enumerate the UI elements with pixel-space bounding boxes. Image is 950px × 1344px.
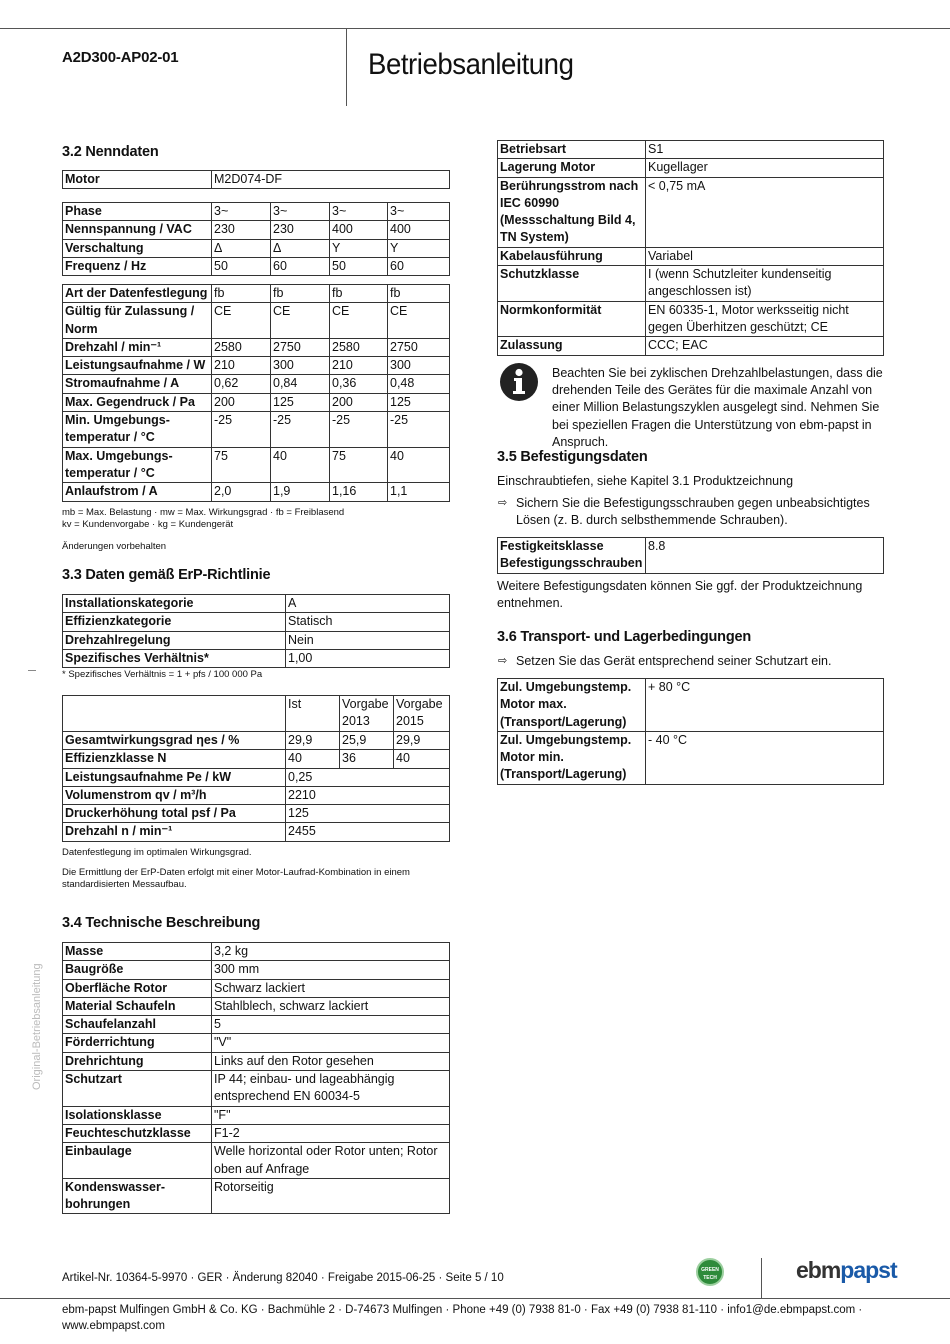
table-cell: "V" — [212, 1034, 450, 1052]
table-row — [63, 979, 450, 997]
article-number: Artikel-Nr. 10364-5-9970 · GER · Änderung 82040 · Freigabe 2015-06-25 · Seite 5 / 10 — [62, 1272, 504, 1284]
table-row — [63, 221, 450, 239]
table-row — [498, 141, 884, 159]
table-cell: 3~ — [271, 203, 330, 221]
section-title-3-2: 3.2 Nenndaten — [62, 144, 159, 160]
table-cell: Feuchteschutzklasse — [63, 1124, 212, 1142]
table-cell: 0,36 — [330, 375, 388, 393]
technical-description-table — [62, 942, 450, 1214]
table-row — [63, 483, 450, 501]
table-row — [63, 1052, 450, 1070]
arrow-icon: ⇨ — [498, 655, 508, 667]
table-row — [63, 613, 450, 631]
table-row — [63, 997, 450, 1015]
section-title-3-6: 3.6 Transport- und Lagerbedingungen — [497, 629, 752, 645]
table-cell: Y — [388, 239, 450, 257]
table-cell: CE — [212, 303, 271, 339]
table-row — [63, 1124, 450, 1142]
table-cell: CE — [271, 303, 330, 339]
table-row — [498, 301, 884, 337]
table-cell: 3~ — [212, 203, 271, 221]
table-cell: 230 — [271, 221, 330, 239]
table-cell: Vorgabe 2013 — [340, 696, 394, 732]
table-row — [63, 649, 450, 667]
company-address: ebm-papst Mulfingen GmbH & Co. KG · Bachmühle 2 · D-74673 Mulfingen · Phone +49 (0) 7938 81-0 · Fax +49 (0) 7938 81-110 · info1@de.ebmpapst.com · www.ebmpapst.com — [62, 1304, 863, 1332]
table-cell: Phase — [63, 203, 212, 221]
table-cell: I (wenn Schutzleiter kundenseitig angeschlossen ist) — [646, 266, 884, 302]
header-rule — [0, 28, 950, 29]
logo-part-1: ebm — [796, 1257, 841, 1283]
table-cell: Art der Datenfestlegung — [63, 285, 212, 303]
table-row — [63, 786, 450, 804]
table-row — [63, 696, 450, 732]
table-row — [63, 768, 450, 786]
fastening-table — [497, 537, 884, 574]
table-cell: Masse — [63, 943, 212, 961]
table-cell: -25 — [330, 412, 388, 448]
cyclic-load-note: Beachten Sie bei zyklischen Drehzahlbelastungen, dass die drehenden Teile des Gerätes für die maximale Anzahl von einer Million Belastungszyklen ausgelegt sind. Nehmen Sie bei speziellen Fragen die Unterstützung von ebm-papst in Anspruch. — [552, 366, 883, 449]
table-cell: M2D074-DF — [212, 171, 450, 189]
changes-note: Änderungen vorbehalten — [62, 541, 167, 552]
section-title-3-5: 3.5 Befestigungsdaten — [497, 449, 648, 465]
table-cell: Isolationsklasse — [63, 1106, 212, 1124]
table-cell: < 0,75 mA — [646, 177, 884, 247]
table-cell: 0,84 — [271, 375, 330, 393]
table-cell: Motor — [63, 171, 212, 189]
table-cell: Rotorseitig — [212, 1178, 450, 1214]
table-cell: Förderrichtung — [63, 1034, 212, 1052]
table-cell: Baugröße — [63, 961, 212, 979]
table-cell: 2750 — [271, 338, 330, 356]
table-cell — [63, 696, 286, 732]
table-row — [498, 679, 884, 732]
table-cell: "F" — [212, 1106, 450, 1124]
table-cell: 75 — [330, 447, 388, 483]
table-cell: fb — [388, 285, 450, 303]
side-label: Original-Betriebsanleitung — [31, 963, 43, 1090]
table-cell: 125 — [388, 393, 450, 411]
fastening-note: Weitere Befestigungsdaten können Sie ggf. der Produktzeichnung entnehmen. — [497, 579, 863, 611]
table-cell: 50 — [330, 257, 388, 275]
table-cell: -25 — [271, 412, 330, 448]
table-cell: 2580 — [330, 338, 388, 356]
table-cell: Statisch — [286, 613, 450, 631]
footer-rule — [0, 1298, 950, 1299]
table-cell: CCC; EAC — [646, 337, 884, 355]
table-cell: fb — [212, 285, 271, 303]
table-cell: 0,25 — [286, 768, 450, 786]
table-cell: Spezifisches Verhältnis* — [63, 649, 286, 667]
table-cell: 300 — [388, 357, 450, 375]
table-cell: Gesamtwirkungsgrad ηes / % — [63, 732, 286, 750]
screw-depth-text: Einschraubtiefen, siehe Kapitel 3.1 Produktzeichnung — [497, 474, 794, 488]
table-cell: Frequenz / Hz — [63, 257, 212, 275]
table-cell: 1,16 — [330, 483, 388, 501]
table-cell: Drehrichtung — [63, 1052, 212, 1070]
table-cell: fb — [330, 285, 388, 303]
table-cell: fb — [271, 285, 330, 303]
table-cell: CE — [388, 303, 450, 339]
table-cell: Y — [330, 239, 388, 257]
table-cell: 1,00 — [286, 649, 450, 667]
table-cell: -25 — [388, 412, 450, 448]
table-row — [498, 247, 884, 265]
erp-category-table — [62, 594, 450, 668]
table-cell: 2210 — [286, 786, 450, 804]
table-cell: Variabel — [646, 247, 884, 265]
table-cell: 60 — [271, 257, 330, 275]
erp-efficiency-table — [62, 695, 450, 842]
table-cell: 40 — [394, 750, 450, 768]
table-cell: 5 — [212, 1016, 450, 1034]
table-cell: 400 — [388, 221, 450, 239]
table-cell: Schaufelanzahl — [63, 1016, 212, 1034]
transport-table — [497, 678, 884, 785]
table-row — [63, 303, 450, 339]
motor-table — [62, 170, 450, 189]
table-cell: 200 — [330, 393, 388, 411]
table-cell: Stromaufnahme / A — [63, 375, 212, 393]
table-cell: Schutzart — [63, 1071, 212, 1107]
table-cell: -25 — [212, 412, 271, 448]
table-cell: 29,9 — [286, 732, 340, 750]
table-cell: 125 — [286, 805, 450, 823]
table-cell: 3~ — [330, 203, 388, 221]
table-cell: 0,48 — [388, 375, 450, 393]
table-cell: 0,62 — [212, 375, 271, 393]
table-cell: Einbaulage — [63, 1143, 212, 1179]
table-row — [63, 375, 450, 393]
table-cell: Material Schaufeln — [63, 997, 212, 1015]
table-cell: Δ — [271, 239, 330, 257]
table-cell: 210 — [212, 357, 271, 375]
table-cell: 36 — [340, 750, 394, 768]
info-icon — [499, 362, 539, 402]
table-cell: Leistungsaufnahme Pe / kW — [63, 768, 286, 786]
table-cell: Festigkeitsklasse Befestigungsschrauben — [498, 538, 646, 574]
table-cell: 8.8 — [646, 538, 884, 574]
table-row — [63, 1178, 450, 1214]
table-cell: 40 — [286, 750, 340, 768]
table-cell: Zul. Umgebungstemp. Motor max. (Transport/Lagerung) — [498, 679, 646, 732]
bullet-text: Sichern Sie die Befestigungsschrauben gegen unbeabsichtigtes Lösen (z. B. durch selbsthemmende Schrauben). — [516, 496, 870, 527]
table-cell: Ist — [286, 696, 340, 732]
table-cell: 2,0 — [212, 483, 271, 501]
table-row — [63, 943, 450, 961]
table-cell: Installationskategorie — [63, 595, 286, 613]
table-row — [63, 595, 450, 613]
table-cell: Kugellager — [646, 159, 884, 177]
table-row — [498, 177, 884, 247]
table-cell: Welle horizontal oder Rotor unten; Rotor oben auf Anfrage — [212, 1143, 450, 1179]
table-cell: 1,1 — [388, 483, 450, 501]
table-cell: Anlaufstrom / A — [63, 483, 212, 501]
rated-data-table-2 — [62, 284, 450, 502]
table-cell: Oberfläche Rotor — [63, 979, 212, 997]
table-cell: Max. Umgebungs-temperatur / °C — [63, 447, 212, 483]
table-cell: 300 mm — [212, 961, 450, 979]
table-row — [63, 1143, 450, 1179]
table-cell: Normkonformität — [498, 301, 646, 337]
table-cell: Min. Umgebungs-temperatur / °C — [63, 412, 212, 448]
table-cell: 40 — [271, 447, 330, 483]
table-row — [63, 1106, 450, 1124]
document-id: A2D300-AP02-01 — [62, 49, 179, 66]
fold-mark — [28, 670, 36, 671]
table-cell: EN 60335-1, Motor werksseitig nicht gegen Überhitzen geschützt; CE — [646, 301, 884, 337]
table-row — [498, 731, 884, 784]
table-row — [63, 412, 450, 448]
table-cell: 1,9 — [271, 483, 330, 501]
table-cell: Δ — [212, 239, 271, 257]
table-cell: Kabelausführung — [498, 247, 646, 265]
table-cell: 50 — [212, 257, 271, 275]
table-cell: Effizienzkategorie — [63, 613, 286, 631]
table-cell: Vorgabe 2015 — [394, 696, 450, 732]
table-row — [63, 961, 450, 979]
table-cell: S1 — [646, 141, 884, 159]
table-cell: 125 — [271, 393, 330, 411]
table-cell: Berührungsstrom nach IEC 60990 (Messschaltung Bild 4, TN System) — [498, 177, 646, 247]
arrow-icon: ⇨ — [498, 497, 508, 509]
table-cell: 200 — [212, 393, 271, 411]
legend-line-1: mb = Max. Belastung · mw = Max. Wirkungsgrad · fb = Freiblasend — [62, 507, 345, 518]
greentech-badge-icon — [696, 1258, 724, 1286]
legend-line-2: kv = Kundenvorgabe · kg = Kundengerät — [62, 519, 234, 530]
bullet-text: Setzen Sie das Gerät entsprechend seiner Schutzart ein. — [516, 654, 832, 668]
table-cell: Links auf den Rotor gesehen — [212, 1052, 450, 1070]
table-cell: Effizienzklasse N — [63, 750, 286, 768]
table-cell: 25,9 — [340, 732, 394, 750]
table-cell: Kondenswasser-bohrungen — [63, 1178, 212, 1214]
table-row — [63, 203, 450, 221]
table-row — [63, 1016, 450, 1034]
badge-text: GREEN TECH — [701, 1267, 719, 1281]
operating-data-table — [497, 140, 884, 356]
table-cell: 29,9 — [394, 732, 450, 750]
table-cell: Volumenstrom qv / m³/h — [63, 786, 286, 804]
logo-part-2: papst — [840, 1257, 897, 1283]
table-row — [63, 357, 450, 375]
table-row — [63, 338, 450, 356]
table-row — [498, 337, 884, 355]
section-title-3-4: 3.4 Technische Beschreibung — [62, 915, 261, 931]
table-cell: 3,2 kg — [212, 943, 450, 961]
table-row — [63, 447, 450, 483]
table-cell: Drehzahl n / min⁻¹ — [63, 823, 286, 841]
table-cell: Lagerung Motor — [498, 159, 646, 177]
table-row — [63, 285, 450, 303]
table-row — [63, 805, 450, 823]
table-cell: - 40 °C — [646, 731, 884, 784]
bullet-item — [498, 495, 878, 529]
table-row — [498, 159, 884, 177]
document-title: Betriebsanleitung — [368, 48, 574, 81]
table-cell: CE — [330, 303, 388, 339]
table-row — [63, 257, 450, 275]
table-cell: 300 — [271, 357, 330, 375]
table-row — [63, 732, 450, 750]
table-cell: 2750 — [388, 338, 450, 356]
erp-footnote: * Spezifisches Verhältnis = 1 + pfs / 100 000 Pa — [62, 669, 263, 680]
table-cell: Drehzahlregelung — [63, 631, 286, 649]
table-cell: Schwarz lackiert — [212, 979, 450, 997]
table-cell: Gültig für Zulassung / Norm — [63, 303, 212, 339]
table-row — [63, 1034, 450, 1052]
table-cell: Betriebsart — [498, 141, 646, 159]
table-row — [63, 239, 450, 257]
table-cell: Verschaltung — [63, 239, 212, 257]
table-cell: Leistungsaufnahme / W — [63, 357, 212, 375]
table-row — [63, 171, 450, 189]
table-cell: + 80 °C — [646, 679, 884, 732]
table-cell: 400 — [330, 221, 388, 239]
ebmpapst-logo — [796, 1255, 897, 1287]
table-cell: 230 — [212, 221, 271, 239]
erp-note-1: Datenfestlegung im optimalen Wirkungsgrad. — [62, 847, 252, 858]
table-row — [63, 823, 450, 841]
table-cell: 2580 — [212, 338, 271, 356]
rated-data-table-1 — [62, 202, 450, 276]
table-cell: Zulassung — [498, 337, 646, 355]
erp-note-2: Die Ermittlung der ErP-Daten erfolgt mit einer Motor-Laufrad-Kombination in einem standardisierten Messaufbau. — [62, 867, 410, 890]
table-cell: Nennspannung / VAC — [63, 221, 212, 239]
table-cell: Nein — [286, 631, 450, 649]
table-cell: Druckerhöhung total psf / Pa — [63, 805, 286, 823]
table-row — [63, 631, 450, 649]
table-cell: F1-2 — [212, 1124, 450, 1142]
table-cell: 40 — [388, 447, 450, 483]
bullet-item — [498, 653, 878, 670]
table-cell: 3~ — [388, 203, 450, 221]
table-cell: Max. Gegendruck / Pa — [63, 393, 212, 411]
table-cell: IP 44; einbau- und lageabhängig entsprechend EN 60034-5 — [212, 1071, 450, 1107]
table-row — [63, 750, 450, 768]
header-divider — [346, 28, 347, 106]
table-row — [498, 266, 884, 302]
table-row — [63, 1071, 450, 1107]
table-cell: Stahlblech, schwarz lackiert — [212, 997, 450, 1015]
table-cell: 60 — [388, 257, 450, 275]
table-row — [498, 538, 884, 574]
section-title-3-3: 3.3 Daten gemäß ErP-Richtlinie — [62, 567, 271, 583]
table-cell: A — [286, 595, 450, 613]
table-cell: 210 — [330, 357, 388, 375]
table-cell: 75 — [212, 447, 271, 483]
table-cell: Drehzahl / min⁻¹ — [63, 338, 212, 356]
footer-divider — [761, 1258, 762, 1298]
table-cell: Schutzklasse — [498, 266, 646, 302]
table-cell: 2455 — [286, 823, 450, 841]
table-row — [63, 393, 450, 411]
table-cell: Zul. Umgebungstemp. Motor min. (Transport/Lagerung) — [498, 731, 646, 784]
